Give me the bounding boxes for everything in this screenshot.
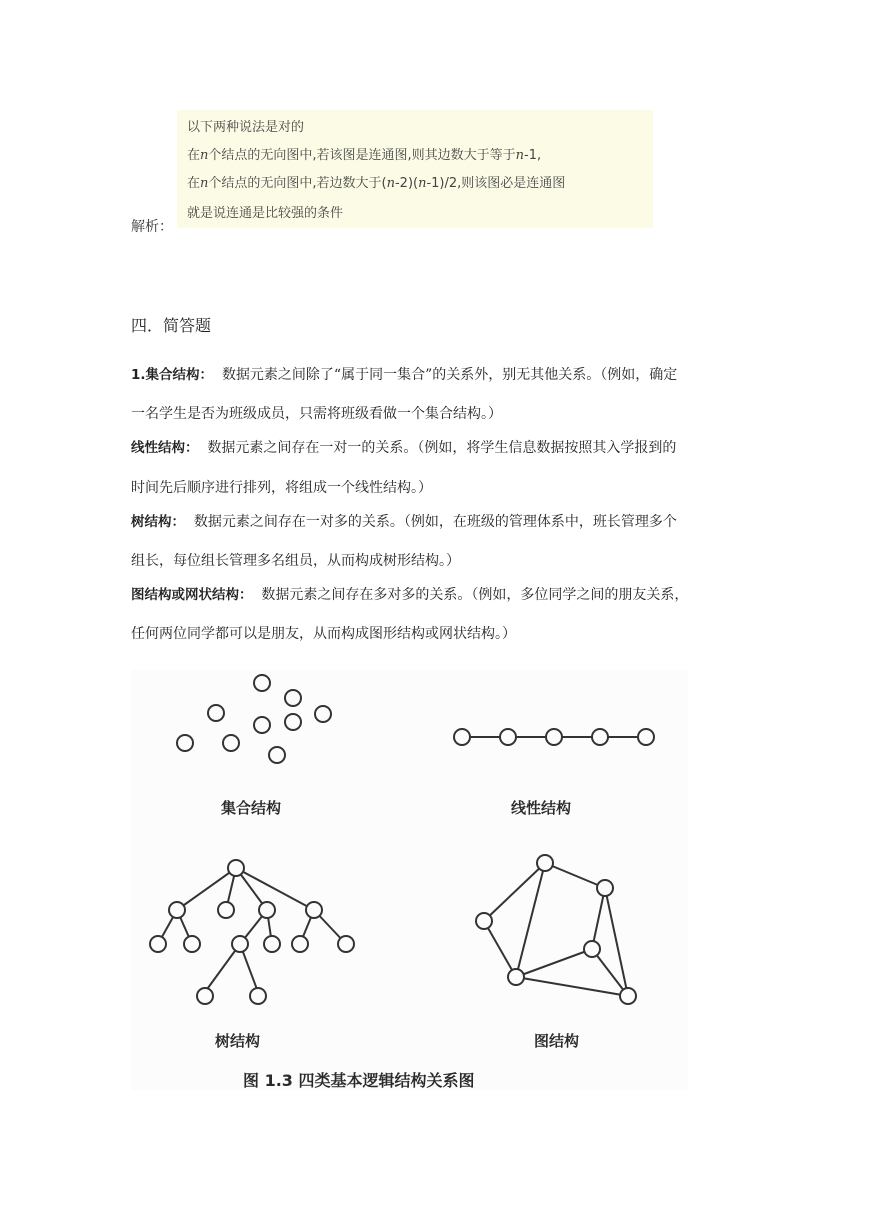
item-linear-line-1: 线性结构： 数据元素之间存在一对一的关系。（例如，将学生信息数据按照其入学报到的 [131,440,677,456]
note-line-3: 在n个结点的无向图中,若边数大于(n-2)(n-1)/2,则该图必是连通图 [187,176,566,191]
item-graph-term: 图结构或网状结构： [131,587,253,603]
item-linear-term: 线性结构： [131,440,199,456]
tree-structure [150,860,354,1004]
label-graph-structure: 图结构 [534,1032,580,1050]
item-graph-line-2: 任何两位同学都可以是朋友，从而构成图形结构或网状结构。） [131,626,516,642]
item-linear-line-2: 时间先后顺序进行排列，将组成一个线性结构。） [131,480,432,496]
label-linear-structure: 线性结构 [511,799,572,817]
item-set-term: 1.集合结构： [131,367,214,383]
item-set-line-2: 一名学生是否为班级成员，只需将班级看做一个集合结构。） [131,406,502,422]
label-tree-structure: 树结构 [215,1032,261,1050]
set-structure-nodes [177,675,331,763]
section-title: 四．简答题 [131,316,212,335]
structure-figure [131,670,688,1090]
analysis-note-box [177,110,653,228]
item-set-line-1: 1.集合结构： 数据元素之间除了“属于同一集合”的关系外，别无其他关系。（例如，确定 [131,367,678,383]
label-set-structure: 集合结构 [221,799,282,817]
note-line-4: 就是说连通是比较强的条件 [187,206,344,221]
note-line-1: 以下两种说法是对的 [187,120,305,135]
figure-caption: 图 1.3 四类基本逻辑结构关系图 [243,1071,475,1090]
graph-structure [476,855,636,1004]
item-tree-line-2: 组长，每位组长管理多名组员，从而构成树形结构。） [131,553,460,569]
analysis-label: 解析： [131,219,173,235]
structure-diagram [131,670,688,1090]
item-tree-term: 树结构： [131,514,185,530]
linear-structure [454,729,654,745]
item-tree-line-1: 树结构： 数据元素之间存在一对多的关系。（例如，在班级的管理体系中，班长管理多个 [131,514,677,530]
item-graph-line-1: 图结构或网状结构： 数据元素之间存在多对多的关系。（例如，多位同学之间的朋友关系， [131,587,689,603]
note-line-2: 在n个结点的无向图中,若该图是连通图,则其边数大于等于n-1, [187,148,542,163]
